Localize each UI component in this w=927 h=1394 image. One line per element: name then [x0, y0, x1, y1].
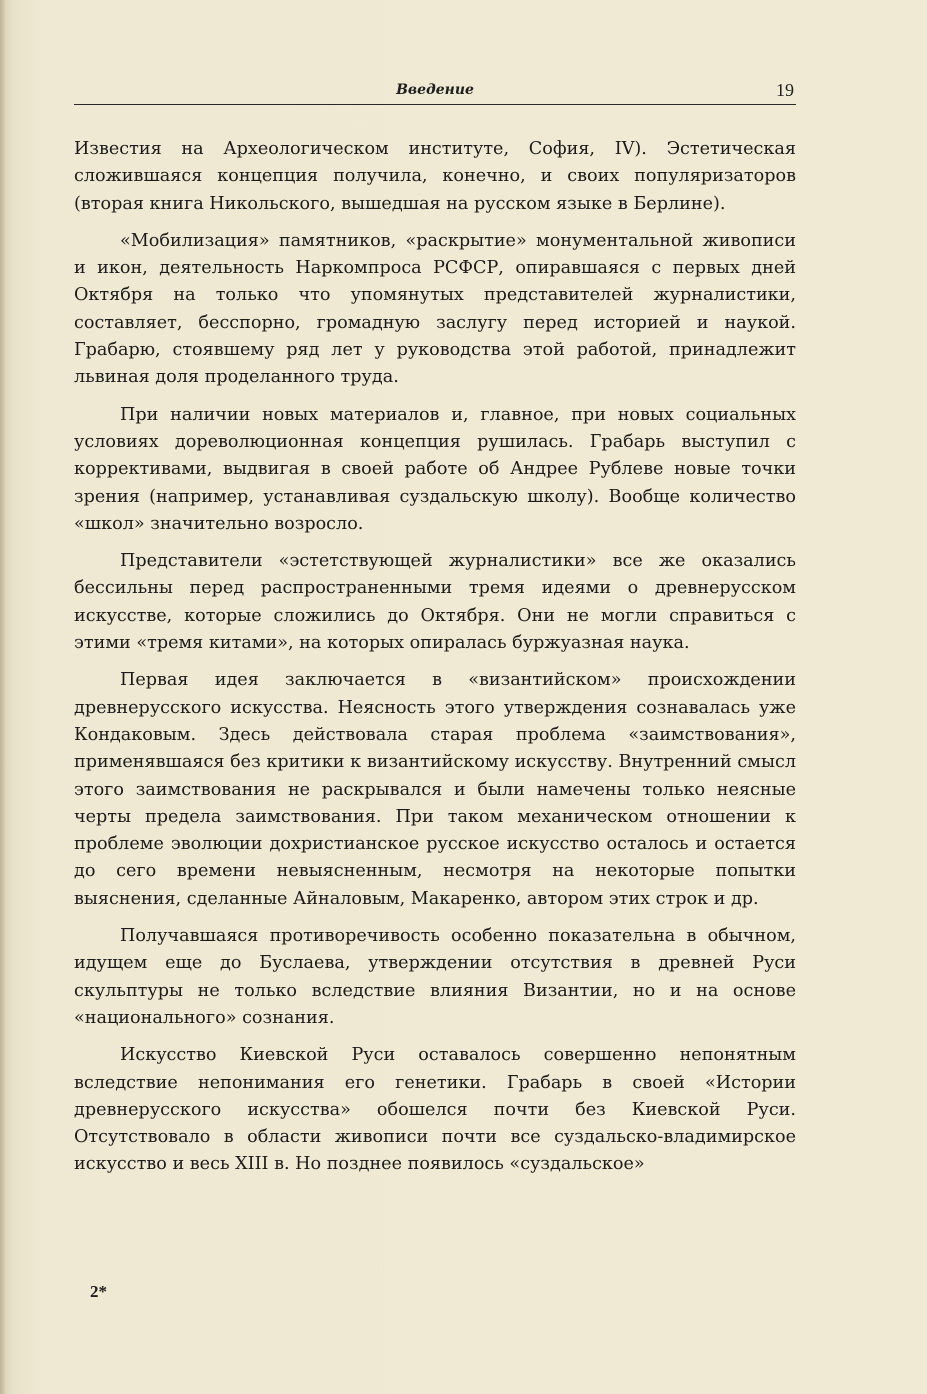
paragraph-5: Первая идея заключается в «византийском» происхождении древнерусского искусства. Неясность этого утверждения сознавалась уже Кондаковым. Здесь действовала старая проблема «заимствования», применявшаяся без критики к византийскому искусству. Внутренний смысл этого заимствования не раскрывался и были намечены только неясные черты предела заимствования. При таком механическом отношении к проблеме эволюции дохристианское русское искусство осталось и остается до сего времени невыясненным, несмотря на некоторые попытки выяснения, сделанные Айналовым, Макаренко, автором этих строк и др.: [74, 670, 796, 909]
paragraph-6: Получавшаяся противоречивость особенно показательна в обычном, идущем еще до Буслаева, утверждении отсутствия в древней Руси скульптуры не только вследствие влияния Византии, но и на основе «национального» сознания.: [74, 926, 796, 1028]
running-title: Введение: [396, 82, 474, 98]
page-number: 19: [776, 80, 794, 100]
paragraph-7: Искусство Киевской Руси оставалось совершенно непонятным вследствие непонимания его генетики. Грабарь в своей «Истории древнерусского искусства» обошелся почти без Киевской Руси. Отсутствовало в области живописи почти все суздальско-владимирское искусство и весь XIII в. Но позднее появилось «суздальское»: [74, 1045, 796, 1175]
body-text: [74, 136, 796, 1189]
spine-shadow: [0, 0, 6, 1394]
paragraph-2: «Мобилизация» памятников, «раскрытие» монументальной живописи и икон, деятельность Наркомпроса РСФСР, опиравшаяся с первых дней Октября на только что упомянутых представителей журналистики, составляет, бесспорно, громадную заслугу перед историей и наукой. Грабарю, стоявшему ряд лет у руководства этой работой, принадлежит львиная доля проделанного труда.: [74, 230, 796, 388]
running-header: [74, 80, 796, 105]
signature-mark: 2*: [90, 1282, 107, 1301]
paragraph-4: Представители «эстетствующей журналистики» все же оказались бессильны перед распространенными тремя идеями о древнерусском искусстве, которые сложились до Октября. Они не могли справиться с этими «тремя китами», на которых опиралась буржуазная наука.: [74, 551, 796, 654]
paragraph-3: При наличии новых материалов и, главное, при новых социальных условиях дореволюционная концепция рушилась. Грабарь выступил с коррективами, выдвигая в своей работе об Андрее Рублеве новые точки зрения (например, устанавливая суздальскую школу). Вообще количество «школ» значительно возросло.: [74, 404, 796, 534]
paragraph-1: Известия на Археологическом институте, София, IV). Эстетическая сложившаяся концепция получила, конечно, и своих популяризаторов (вторая книга Никольского, вышедшая на русском языке в Берлине).: [74, 139, 796, 214]
